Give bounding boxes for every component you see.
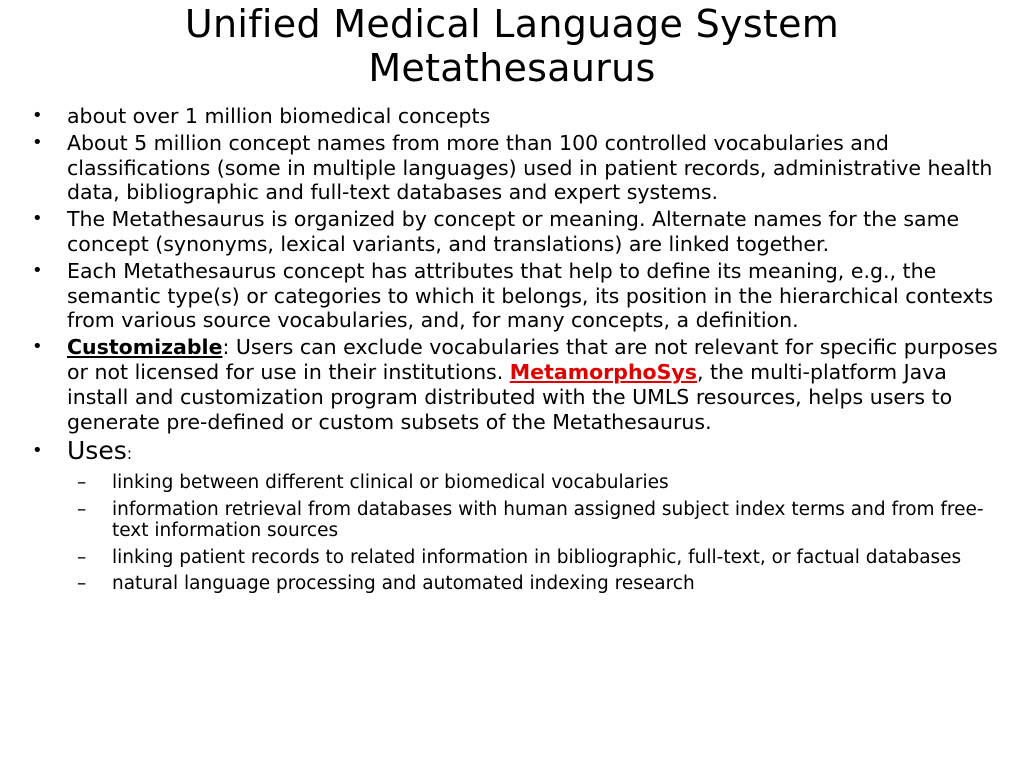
bullet-text: About 5 million concept names from more than 100 controlled vocabularies and classifications (some in multiple languages) used in patient records, administrative health data, bibliographic and full-text databases and expert systems.	[67, 130, 993, 205]
uses-colon: :	[126, 444, 133, 464]
bullet-marker: •	[32, 440, 43, 462]
sub-list-text: natural language processing and automated indexing research	[112, 573, 695, 595]
bullet-item	[30, 104, 1000, 129]
bullet-text: Each Metathesaurus concept has attributes that help to define its meaning, e.g., the semantic type(s) or categories to which it belongs, its position in the hierarchical contexts from various source vocabularies, and, for many concepts, a definition.	[67, 258, 994, 333]
sub-list-item	[30, 472, 1000, 494]
bullet-item-customizable	[30, 335, 1000, 434]
customizable-text-2: , the multi-platform Java install and customization program distributed with the UMLS resources, helps users to generate pre-defined or custom subsets of the Metathesaurus.	[67, 359, 953, 434]
bullet-marker: •	[32, 131, 43, 153]
bullet-item	[30, 207, 1000, 257]
customizable-label: Customizable	[67, 335, 223, 360]
bullet-marker: •	[32, 105, 43, 126]
dash-marker: –	[77, 472, 87, 494]
bullet-marker: •	[32, 208, 43, 230]
bullet-item	[30, 259, 1000, 333]
dash-marker: –	[77, 573, 87, 595]
slide-body	[30, 104, 1000, 600]
customizable-text-1: : Users can exclude vocabularies that are not relevant for specific purposes or not licensed for use in their institutions.	[67, 335, 998, 384]
bullet-marker: •	[32, 336, 43, 358]
sub-list-text: information retrieval from databases with human assigned subject index terms and from free-text information sources	[112, 498, 984, 542]
sub-list-text: linking patient records to related information in bibliographic, full-text, or factual databases	[112, 546, 962, 568]
slide-title-line-2: Metathesaurus	[368, 46, 656, 90]
dash-marker: –	[77, 498, 87, 520]
uses-label: Uses	[67, 436, 127, 466]
dash-marker: –	[77, 546, 87, 568]
bullet-text: The Metathesaurus is organized by concept or meaning. Alternate names for the same concept (synonyms, lexical variants, and translations) are linked together.	[67, 207, 960, 256]
bullet-item-uses	[30, 436, 1000, 469]
bullet-item	[30, 131, 1000, 205]
sub-list-item	[30, 573, 1000, 595]
bullet-marker: •	[32, 259, 43, 281]
slide-title-line-1: Unified Medical Language System	[184, 2, 840, 46]
sub-list-text: linking between different clinical or biomedical vocabularies	[112, 472, 669, 494]
slide-title	[0, 2, 1024, 90]
metamorphosys-link[interactable]: MetamorphoSys	[509, 359, 697, 384]
sub-list-item	[30, 547, 1000, 569]
bullet-text: about over 1 million biomedical concepts	[67, 104, 491, 128]
sub-list-item	[30, 499, 1000, 542]
